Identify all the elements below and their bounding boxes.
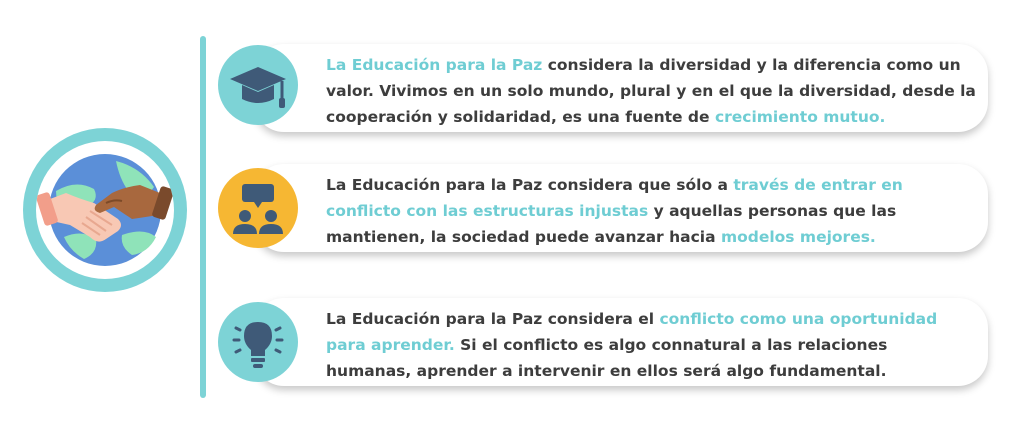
text-highlight: conflicto como una oportunidad para aprender. <box>326 310 938 354</box>
graduation-cap-icon <box>218 45 298 125</box>
lightbulb-icon <box>218 302 298 382</box>
text-plain: y aquellas personas que las mantienen, la sociedad puede avanzar hacia <box>326 202 897 246</box>
card-text <box>326 306 976 384</box>
text-plain: La Educación para la Paz considera que sólo a <box>326 176 734 194</box>
text-highlight: crecimiento mutuo. <box>714 108 886 126</box>
card-conflict-opportunity <box>254 298 988 386</box>
hero-badge <box>23 128 187 292</box>
group-discussion-icon <box>218 168 298 248</box>
card-diversity <box>254 44 988 132</box>
vertical-divider <box>200 36 206 398</box>
card-conflict-structures <box>254 164 988 252</box>
handshake-globe-icon <box>36 141 174 279</box>
text-plain: Si el conflicto es algo connatural a las relaciones humanas, aprender a intervenir en ellos será algo fundamental. <box>326 336 888 380</box>
text-plain: considera la diversidad y la diferencia como un valor. Vivimos en un solo mundo, plural y en el que la diversidad, desde la cooperación y solidaridad, es una fuente de <box>326 56 976 126</box>
card-text <box>326 52 976 130</box>
text-highlight: modelos mejores. <box>720 228 876 246</box>
text-highlight: través de entrar en conflicto con las estructuras injustas <box>326 176 903 220</box>
text-plain: La Educación para la Paz considera el <box>326 310 660 328</box>
card-text <box>326 172 976 250</box>
text-highlight: La Educación para la Paz <box>326 56 543 74</box>
